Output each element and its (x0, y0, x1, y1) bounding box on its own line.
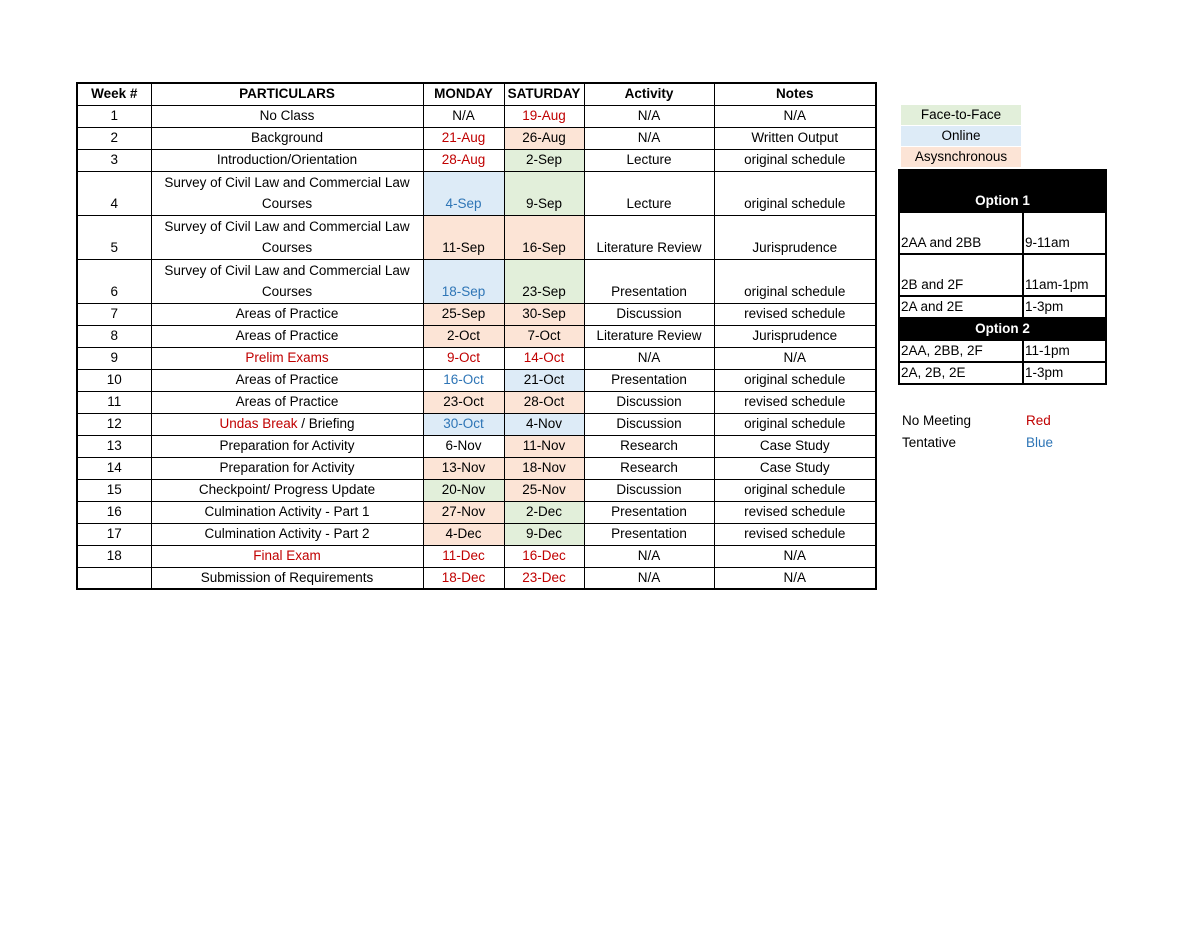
saturday-cell: 23-Dec (504, 567, 584, 589)
table-row (77, 127, 876, 149)
activity-cell: Discussion (584, 303, 714, 325)
saturday-cell: 11-Nov (504, 435, 584, 457)
saturday-cell: 19-Aug (504, 105, 584, 127)
table-row (77, 545, 876, 567)
option-section: 2A, 2B, 2E (899, 362, 1023, 384)
saturday-cell: 18-Nov (504, 457, 584, 479)
particulars-cell: Background (151, 127, 423, 149)
saturday-cell: 16-Dec (504, 545, 584, 567)
monday-cell: 4-Sep (423, 171, 504, 215)
saturday-cell: 7-Oct (504, 325, 584, 347)
monday-cell: 13-Nov (423, 457, 504, 479)
notes-cell: N/A (714, 545, 876, 567)
particulars-cell: Survey of Civil Law and Commercial Law Courses (151, 215, 423, 259)
monday-cell: 25-Sep (423, 303, 504, 325)
monday-cell: 16-Oct (423, 369, 504, 391)
table-row (77, 215, 876, 259)
particulars-cell: Culmination Activity - Part 1 (151, 501, 423, 523)
option-time: 11am-1pm (1023, 254, 1106, 296)
table-row (77, 523, 876, 545)
table-row (77, 413, 876, 435)
notes-cell: original schedule (714, 149, 876, 171)
week-cell: 7 (77, 303, 151, 325)
schedule-table (76, 82, 877, 590)
activity-cell: Presentation (584, 501, 714, 523)
saturday-cell: 28-Oct (504, 391, 584, 413)
table-row (77, 391, 876, 413)
particulars-cell (151, 413, 423, 435)
activity-cell: N/A (584, 127, 714, 149)
table-row (77, 347, 876, 369)
particulars-cell: Preparation for Activity (151, 457, 423, 479)
option-time: 9-11am (1023, 212, 1106, 254)
saturday-cell: 4-Nov (504, 413, 584, 435)
notes-cell: revised schedule (714, 523, 876, 545)
table-row (77, 325, 876, 347)
option1-title: Option 1 (899, 170, 1106, 212)
notes-cell: N/A (714, 567, 876, 589)
saturday-cell: 2-Sep (504, 149, 584, 171)
activity-cell: Lecture (584, 149, 714, 171)
notes-cell: original schedule (714, 171, 876, 215)
legend-online: Online (901, 126, 1022, 147)
saturday-cell: 25-Nov (504, 479, 584, 501)
table-row (77, 435, 876, 457)
activity-cell: Presentation (584, 523, 714, 545)
key-label: No Meeting (902, 413, 972, 428)
notes-cell: revised schedule (714, 303, 876, 325)
particulars-cell: Areas of Practice (151, 391, 423, 413)
color-key (900, 410, 1100, 454)
week-cell: 5 (77, 215, 151, 259)
notes-cell: revised schedule (714, 391, 876, 413)
option-section: 2B and 2F (899, 254, 1023, 296)
header-saturday: SATURDAY (504, 83, 584, 105)
week-cell: 2 (77, 127, 151, 149)
notes-cell: N/A (714, 347, 876, 369)
notes-cell: Case Study (714, 435, 876, 457)
undas-break-label: Undas Break (219, 416, 298, 431)
option2-title: Option 2 (899, 318, 1106, 340)
particulars-cell: Areas of Practice (151, 325, 423, 347)
week-cell: 1 (77, 105, 151, 127)
week-cell: 12 (77, 413, 151, 435)
option-section: 2A and 2E (899, 296, 1023, 318)
monday-cell: 28-Aug (423, 149, 504, 171)
header-row (77, 83, 876, 105)
monday-cell: N/A (423, 105, 504, 127)
week-cell: 13 (77, 435, 151, 457)
key-value: Blue (1026, 435, 1054, 450)
table-row (77, 149, 876, 171)
week-cell: 15 (77, 479, 151, 501)
saturday-cell: 9-Sep (504, 171, 584, 215)
legend-asynchronous: Asysnchronous (901, 147, 1022, 168)
particulars-cell: Survey of Civil Law and Commercial Law Courses (151, 259, 423, 303)
monday-cell: 18-Dec (423, 567, 504, 589)
saturday-cell: 26-Aug (504, 127, 584, 149)
monday-cell: 11-Sep (423, 215, 504, 259)
activity-cell: Discussion (584, 391, 714, 413)
monday-cell: 20-Nov (423, 479, 504, 501)
week-cell: 14 (77, 457, 151, 479)
saturday-cell: 2-Dec (504, 501, 584, 523)
notes-cell: N/A (714, 105, 876, 127)
activity-cell: Discussion (584, 479, 714, 501)
monday-cell: 30-Oct (423, 413, 504, 435)
saturday-cell: 9-Dec (504, 523, 584, 545)
option-section: 2AA, 2BB, 2F (899, 340, 1023, 362)
monday-cell: 9-Oct (423, 347, 504, 369)
option-section: 2AA and 2BB (899, 212, 1023, 254)
monday-cell: 11-Dec (423, 545, 504, 567)
activity-cell: N/A (584, 567, 714, 589)
monday-cell: 4-Dec (423, 523, 504, 545)
activity-cell: N/A (584, 347, 714, 369)
particulars-cell: Culmination Activity - Part 2 (151, 523, 423, 545)
activity-cell: Presentation (584, 369, 714, 391)
key-value: Red (1026, 413, 1051, 428)
notes-cell: Case Study (714, 457, 876, 479)
activity-cell: Presentation (584, 259, 714, 303)
week-cell: 11 (77, 391, 151, 413)
monday-cell: 27-Nov (423, 501, 504, 523)
option-time: 1-3pm (1023, 296, 1106, 318)
table-row (77, 479, 876, 501)
week-cell: 6 (77, 259, 151, 303)
mode-legend (900, 104, 1022, 168)
option-time: 11-1pm (1023, 340, 1106, 362)
table-row (77, 105, 876, 127)
activity-cell: Lecture (584, 171, 714, 215)
header-monday: MONDAY (423, 83, 504, 105)
legend-face-to-face: Face-to-Face (901, 105, 1022, 126)
option2-row (899, 340, 1106, 362)
particulars-cell: Final Exam (151, 545, 423, 567)
activity-cell: Research (584, 457, 714, 479)
monday-cell: 18-Sep (423, 259, 504, 303)
activity-cell: Research (584, 435, 714, 457)
notes-cell: Jurisprudence (714, 325, 876, 347)
options-table (898, 169, 1107, 385)
option1-row (899, 296, 1106, 318)
activity-cell: N/A (584, 105, 714, 127)
monday-cell: 23-Oct (423, 391, 504, 413)
option2-row (899, 362, 1106, 384)
table-row (77, 567, 876, 589)
notes-cell: original schedule (714, 479, 876, 501)
week-cell: 3 (77, 149, 151, 171)
particulars-cell: Checkpoint/ Progress Update (151, 479, 423, 501)
saturday-cell: 21-Oct (504, 369, 584, 391)
header-particulars: PARTICULARS (151, 83, 423, 105)
activity-cell: N/A (584, 545, 714, 567)
saturday-cell: 23-Sep (504, 259, 584, 303)
notes-cell: original schedule (714, 369, 876, 391)
week-cell: 10 (77, 369, 151, 391)
option1-row (899, 254, 1106, 296)
notes-cell: Written Output (714, 127, 876, 149)
particulars-cell: Introduction/Orientation (151, 149, 423, 171)
week-cell: 9 (77, 347, 151, 369)
particulars-cell: Submission of Requirements (151, 567, 423, 589)
notes-cell: Jurisprudence (714, 215, 876, 259)
week-cell: 18 (77, 545, 151, 567)
week-cell: 8 (77, 325, 151, 347)
monday-cell: 21-Aug (423, 127, 504, 149)
option-time: 1-3pm (1023, 362, 1106, 384)
table-row (77, 457, 876, 479)
monday-cell: 2-Oct (423, 325, 504, 347)
header-notes: Notes (714, 83, 876, 105)
table-row (77, 259, 876, 303)
briefing-label: / Briefing (297, 416, 355, 431)
saturday-cell: 30-Sep (504, 303, 584, 325)
week-cell (77, 567, 151, 589)
key-row (900, 432, 1100, 454)
saturday-cell: 16-Sep (504, 215, 584, 259)
particulars-cell: Areas of Practice (151, 369, 423, 391)
header-week: Week # (77, 83, 151, 105)
particulars-cell: Survey of Civil Law and Commercial Law Courses (151, 171, 423, 215)
activity-cell: Literature Review (584, 215, 714, 259)
table-row (77, 171, 876, 215)
monday-cell: 6-Nov (423, 435, 504, 457)
notes-cell: original schedule (714, 413, 876, 435)
option1-row (899, 212, 1106, 254)
key-row (900, 410, 1100, 432)
notes-cell: original schedule (714, 259, 876, 303)
activity-cell: Discussion (584, 413, 714, 435)
particulars-cell: No Class (151, 105, 423, 127)
table-row (77, 303, 876, 325)
saturday-cell: 14-Oct (504, 347, 584, 369)
particulars-cell: Preparation for Activity (151, 435, 423, 457)
key-label: Tentative (902, 435, 957, 450)
week-cell: 17 (77, 523, 151, 545)
activity-cell: Literature Review (584, 325, 714, 347)
notes-cell: revised schedule (714, 501, 876, 523)
table-row (77, 501, 876, 523)
table-row (77, 369, 876, 391)
week-cell: 4 (77, 171, 151, 215)
particulars-cell: Prelim Exams (151, 347, 423, 369)
particulars-cell: Areas of Practice (151, 303, 423, 325)
header-activity: Activity (584, 83, 714, 105)
week-cell: 16 (77, 501, 151, 523)
